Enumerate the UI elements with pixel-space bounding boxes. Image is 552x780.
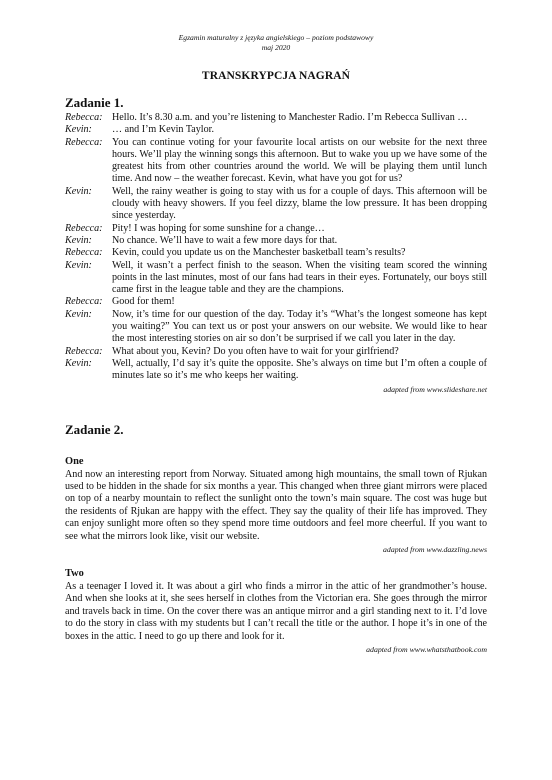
- speaker-name: Kevin:: [65, 185, 92, 197]
- speaker-name: Kevin:: [65, 124, 92, 136]
- task1-source: adapted from www.slideshare.net: [383, 384, 487, 394]
- document-title: TRANSKRYPCJA NAGRAŃ: [201, 70, 351, 82]
- speaker-name: Rebecca:: [65, 136, 103, 148]
- date-line: maj 2020: [261, 43, 291, 52]
- speaker-name: Kevin:: [65, 357, 92, 369]
- utterance-text: Good for them!: [112, 296, 175, 308]
- document-page: [65, 0, 487, 655]
- utterance-text: Pity! I was hoping for some sunshine for a change…: [112, 222, 325, 234]
- text-two-body: As a teenager I loved it. It was about a girl who finds a mirror in the attic of her grandmother’s house. And when she looks at it, she sees herself in clothes from the Victorian era. She goes through the mirror and travels back in time. On the cover there was an antique mirror and a girl standing next to it. I’d love to do the story in class with my students but I can’t recall the title or the author. I hope it’s in one of the boxes in the attic. I need to go up there and look for it.: [65, 580, 487, 642]
- utterance-text: … and I’m Kevin Taylor.: [112, 124, 214, 136]
- speaker-name: Rebecca:: [65, 112, 103, 123]
- utterance-text: Well, actually, I’d say it’s quite the opposite. She’s always on time but I’m often a couple of minutes late so it’s me who keeps her waiting.: [112, 357, 487, 382]
- utterance-text: What about you, Kevin? Do you often have to wait for your girlfriend?: [112, 345, 399, 357]
- utterance-text: Now, it’s time for our question of the day. Today it’s “What’s the longest someone has kept you waiting?” You can text us or post your answers on our website. We would like to hear the most interesting stories on air so don’t be surprised if we call you later in the day.: [112, 308, 487, 345]
- dialog-line: [65, 124, 487, 136]
- exam-line: Egzamin maturalny z języka angielskiego – poziom podstawowy: [178, 33, 374, 42]
- text-one-source: adapted from www.dazzling.news: [383, 544, 487, 554]
- dialog-line: [65, 309, 487, 346]
- dialog-line: [65, 346, 487, 358]
- speaker-name: Kevin:: [65, 234, 92, 246]
- speaker-name: Rebecca:: [65, 247, 103, 259]
- dialog-line: [65, 137, 487, 186]
- text-one-label: One: [65, 455, 84, 467]
- utterance-text: Well, the rainy weather is going to stay with us for a couple of days. This afternoon will be cloudy with heavy showers. If you feel dizzy, blame the low pressure. It has been dropping since yesterday.: [112, 185, 487, 222]
- dialog-line: [65, 235, 487, 247]
- text-two-label: Two: [65, 567, 84, 579]
- speaker-name: Rebecca:: [65, 345, 103, 357]
- text-one-body: And now an interesting report from Norway. Situated among high mountains, the small town of Rjukan used to be hidden in the shade for six months a year. This changed when three giant mirrors were placed on top of a nearby mountain to reflect the sunlight onto the town’s main square. The cost was huge but the residents of Rjukan are happy with the effect. They say the quality of their life has improved. They can enjoy sunlight more often so they spend more time outdoors and feel more cheerful. If you want to see what the mirrors look like, visit our website.: [65, 468, 487, 542]
- text-two-source: adapted from www.whatsthatbook.com: [366, 645, 487, 654]
- utterance-text: Hello. It’s 8.30 a.m. and you’re listening to Manchester Radio. I’m Rebecca Sullivan …: [112, 112, 468, 123]
- utterance-text: You can continue voting for your favourite local artists on our website for the next three hours. We’ll play the winning songs this afternoon. But to wake you up we have some of the greatest hits from other countries around the world. We will be playing them until lunch time. And now – the weather forecast. Kevin, what have you got for us?: [112, 136, 487, 185]
- speaker-name: Kevin:: [65, 308, 92, 320]
- dialog-line: [65, 112, 487, 124]
- dialog-line: [65, 186, 487, 223]
- utterance-text: No chance. We’ll have to wait a few more days for that.: [112, 234, 338, 246]
- dialog-line: [65, 296, 487, 308]
- task1-heading: Zadanie 1.: [65, 95, 124, 110]
- utterance-text: Well, it wasn’t a perfect finish to the season. When the visiting team scored the winning points in the last minutes, most of our fans had tears in their eyes. Fortunately, our boys still came first in the league table and they are the champions.: [112, 259, 487, 296]
- task1-dialog: [65, 112, 487, 383]
- dialog-line: [65, 358, 487, 383]
- speaker-name: Rebecca:: [65, 296, 103, 308]
- dialog-line: [65, 247, 487, 259]
- dialog-line: [65, 223, 487, 235]
- dialog-line: [65, 260, 487, 297]
- speaker-name: Kevin:: [65, 259, 92, 271]
- utterance-text: Kevin, could you update us on the Manchester basketball team’s results?: [112, 247, 406, 259]
- task2-heading: Zadanie 2.: [65, 421, 124, 437]
- page-header: [65, 0, 487, 53]
- speaker-name: Rebecca:: [65, 222, 103, 234]
